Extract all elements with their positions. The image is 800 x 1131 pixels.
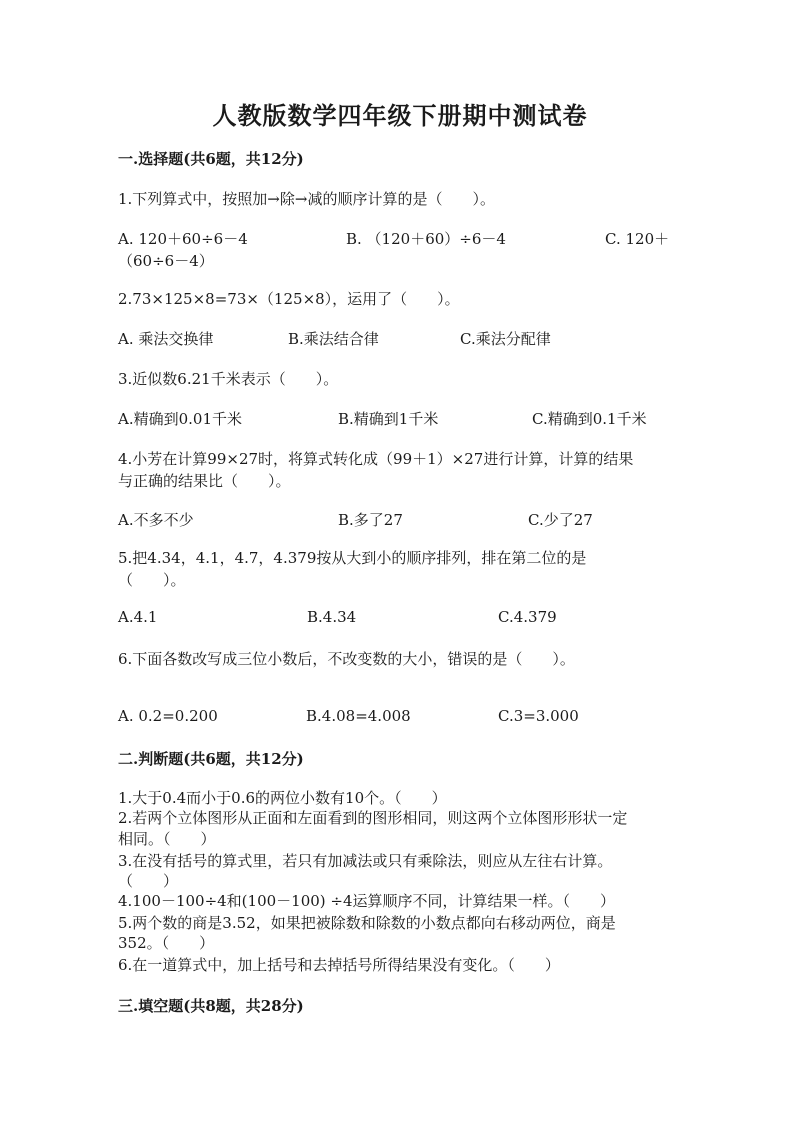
question-4-option-b: B.多了27 [338,511,403,529]
judge-line-2: 2.若两个立体图形从正面和左面看到的图形相同，则这两个立体图形形状一定 [118,809,628,827]
question-1-stem: 1.下列算式中，按照加→除→减的顺序计算的是（ ）。 [118,190,495,208]
judge-line-6: 4.100－100÷4和(100－100) ÷4运算顺序不同，计算结果一样。（ ） [118,892,616,910]
page-title: 人教版数学四年级下册期中测试卷 [212,101,588,130]
question-5-stem-line1: 5.把4.34，4.1，4.7，4.379按从大到小的顺序排列，排在第二位的是 [118,549,587,567]
question-1-option-a: A. 120＋60÷6－4 [118,230,248,248]
question-6-option-c: C.3=3.000 [498,707,579,725]
question-3-option-a: A.精确到0.01千米 [118,410,242,428]
question-4-option-c: C.少了27 [528,511,593,529]
section-heading-judge: 二.判断题(共6题，共12分) [118,750,304,768]
question-3-option-b: B.精确到1千米 [338,410,439,428]
question-1-option-b: B. （120＋60）÷6－4 [346,230,506,248]
question-3-option-c: C.精确到0.1千米 [532,410,647,428]
question-1-option-c-continued: （60÷6－4） [118,252,214,270]
section-heading-fill: 三.填空题(共8题，共28分) [118,997,304,1015]
section-heading-choice: 一.选择题(共6题，共12分) [118,150,304,168]
question-3-stem: 3.近似数6.21千米表示（ ）。 [118,370,339,388]
question-5-option-a: A.4.1 [118,608,158,626]
question-5-option-c: C.4.379 [498,608,557,626]
question-2-option-b: B.乘法结合律 [288,330,379,348]
question-2-option-c: C.乘法分配律 [460,330,551,348]
question-5-option-b: B.4.34 [307,608,357,626]
question-4-stem-line1: 4.小芳在计算99×27时，将算式转化成（99＋1）×27进行计算，计算的结果 [118,450,634,468]
judge-line-3: 相同。（ ） [118,830,216,848]
question-6-option-b: B.4.08=4.008 [306,707,411,725]
question-4-stem-line2: 与正确的结果比（ ）。 [118,472,291,490]
judge-line-7: 5.两个数的商是3.52，如果把被除数和除数的小数点都向右移动两位，商是 [118,914,616,932]
judge-line-9: 6.在一道算式中，加上括号和去掉括号所得结果没有变化。（ ） [118,956,560,974]
judge-line-1: 1.大于0.4而小于0.6的两位小数有10个。（ ） [118,789,447,807]
judge-line-8: 352。（ ） [118,934,215,952]
judge-line-5: （ ） [118,872,179,890]
question-6-option-a: A. 0.2=0.200 [118,707,218,725]
question-6-stem: 6.下面各数改写成三位小数后，不改变数的大小，错误的是（ ）。 [118,650,575,668]
question-4-option-a: A.不多不少 [118,511,194,529]
question-1-option-c: C. 120＋ [605,230,670,248]
question-2-option-a: A. 乘法交换律 [118,330,214,348]
judge-line-4: 3.在没有括号的算式里，若只有加减法或只有乘除法，则应从左往右计算。 [118,852,613,870]
question-5-stem-line2: （ ）。 [118,571,186,589]
question-2-stem: 2.73×125×8=73×（125×8），运用了（ ）。 [118,290,460,308]
